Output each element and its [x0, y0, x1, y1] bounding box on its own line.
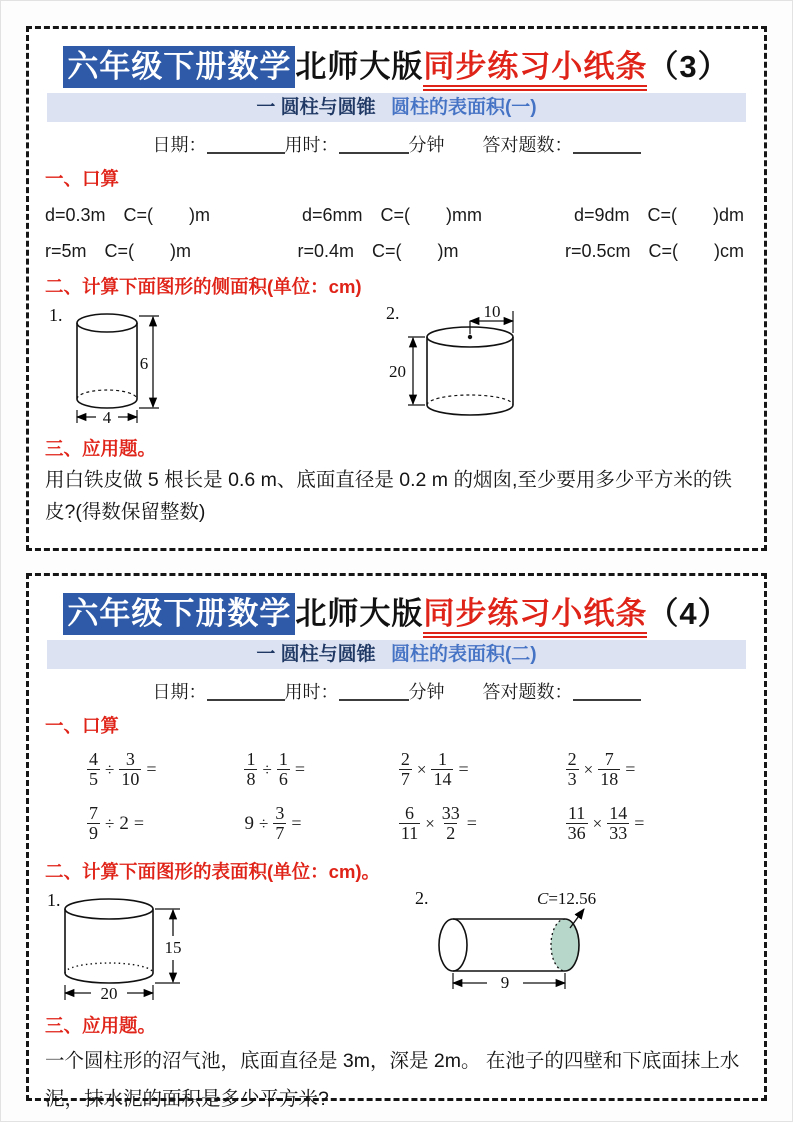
figure-number: 1.	[49, 305, 63, 325]
diameter-dimension: 4	[102, 408, 112, 427]
worksheet-title	[45, 41, 748, 86]
date-blank	[207, 681, 285, 701]
fraction-problem: $\frac{1}{8}$ ÷ $\frac{1}{6}$ =	[246, 749, 305, 790]
word-problem-text: 一个圆柱形的沼气池，底面直径是 3m，深是 2m。 在池子的四壁和下底面抹上水泥，抹水泥的面积是多少平方米?	[45, 1049, 740, 1110]
score-blank	[573, 134, 641, 154]
lesson-topic: 圆柱的表面积(二)	[390, 644, 537, 665]
time-label: 用时：	[284, 682, 339, 702]
score-blank	[573, 681, 641, 701]
fraction-problem: $\frac{2}{3}$ × $\frac{7}{18}$ =	[567, 749, 636, 790]
section-oral-title: 一、口算	[45, 168, 120, 189]
figures-row	[47, 888, 748, 1004]
time-blank	[339, 681, 409, 701]
cylinder-figure-1	[47, 303, 172, 427]
fraction-row-1	[45, 750, 748, 790]
cylinder-figure-1	[47, 888, 197, 1004]
oral-item: d=0.3m C=( )m	[45, 205, 211, 225]
circumference-label: C=12.56	[537, 888, 597, 908]
date-label: 日期：	[152, 682, 207, 702]
unit-banner	[47, 640, 746, 669]
diameter-dimension: 20	[100, 983, 118, 1003]
unit-name: 一 圆柱与圆锥	[256, 644, 376, 665]
title-grade-highlight: 六年级下册数学	[63, 593, 295, 635]
title-series: 同步练习小纸条	[423, 49, 647, 91]
oral-item: r=0.4m C=( )m	[297, 241, 459, 261]
height-dimension: 20	[389, 362, 406, 381]
title-publisher: 北师大版	[295, 596, 424, 631]
figure-number: 2.	[415, 887, 429, 908]
section-word-title: 三、应用题。	[45, 1014, 157, 1036]
title-series: 同步练习小纸条	[423, 596, 647, 638]
time-label: 用时：	[284, 135, 339, 155]
lesson-topic: 圆柱的表面积(一)	[390, 97, 537, 118]
height-dimension: 6	[139, 354, 149, 373]
score-label: 答对题数：	[482, 682, 573, 702]
meta-row	[45, 131, 748, 157]
meta-row	[45, 678, 748, 704]
unit-name: 一 圆柱与圆锥	[256, 97, 376, 118]
length-dimension: 9	[500, 972, 510, 992]
oral-row-2	[45, 237, 748, 263]
time-unit: 分钟	[408, 135, 445, 155]
title-publisher: 北师大版	[295, 49, 424, 84]
title-grade-highlight: 六年级下册数学	[63, 46, 295, 88]
figure-number: 1.	[47, 889, 61, 910]
worksheet-3	[26, 26, 767, 551]
fraction-row-2	[45, 804, 748, 844]
worksheet-4	[26, 573, 767, 1110]
oral-item: r=5m C=( )m	[45, 241, 192, 261]
oral-row-1	[45, 201, 748, 227]
unit-banner	[47, 93, 746, 122]
time-unit: 分钟	[408, 682, 445, 702]
score-label: 答对题数：	[482, 135, 573, 155]
time-blank	[339, 134, 409, 154]
oral-item: d=6mm C=( )mm	[301, 205, 482, 225]
cylinder-figure-2	[384, 303, 539, 427]
figure-number: 2.	[386, 303, 400, 323]
cylinder-figure-2	[415, 888, 605, 996]
figures-row	[47, 303, 748, 427]
section-figure-title: 二、计算下面图形的侧面积(单位：cm)	[45, 276, 362, 297]
oral-item: r=0.5cm C=( )cm	[564, 241, 744, 261]
fraction-problem: 9 ÷ $\frac{3}{7}$ =	[244, 802, 302, 844]
date-label: 日期：	[152, 135, 207, 155]
section-word-title: 三、应用题。	[45, 438, 157, 459]
radius-dimension: 10	[483, 303, 501, 321]
section-oral-title: 一、口算	[45, 715, 120, 736]
fraction-problem: $\frac{2}{7}$ × $\frac{1}{14}$ =	[400, 749, 469, 790]
title-number: （4）	[647, 596, 730, 631]
section-figure-title: 二、计算下面图形的表面积(单位：cm)。	[45, 860, 381, 882]
fraction-problem: $\frac{11}{36}$ × $\frac{14}{33}$ =	[567, 802, 645, 844]
fraction-problem: $\frac{4}{5}$ ÷ $\frac{3}{10}$ =	[89, 749, 157, 790]
date-blank	[207, 134, 285, 154]
oral-item: d=9dm C=( )dm	[573, 205, 744, 225]
word-problem-text: 用白铁皮做 5 根长是 0.6 m、底面直径是 0.2 m 的烟囱,至少要用多少平方米的铁皮?(得数保留整数)	[45, 469, 732, 523]
height-dimension: 15	[164, 937, 182, 957]
fraction-problem: $\frac{7}{9}$ ÷ 2 =	[89, 802, 144, 844]
fraction-problem: $\frac{6}{11}$ × $\frac{33}{2}$ =	[400, 802, 477, 844]
title-number: （3）	[647, 49, 730, 84]
worksheet-title	[45, 588, 748, 633]
